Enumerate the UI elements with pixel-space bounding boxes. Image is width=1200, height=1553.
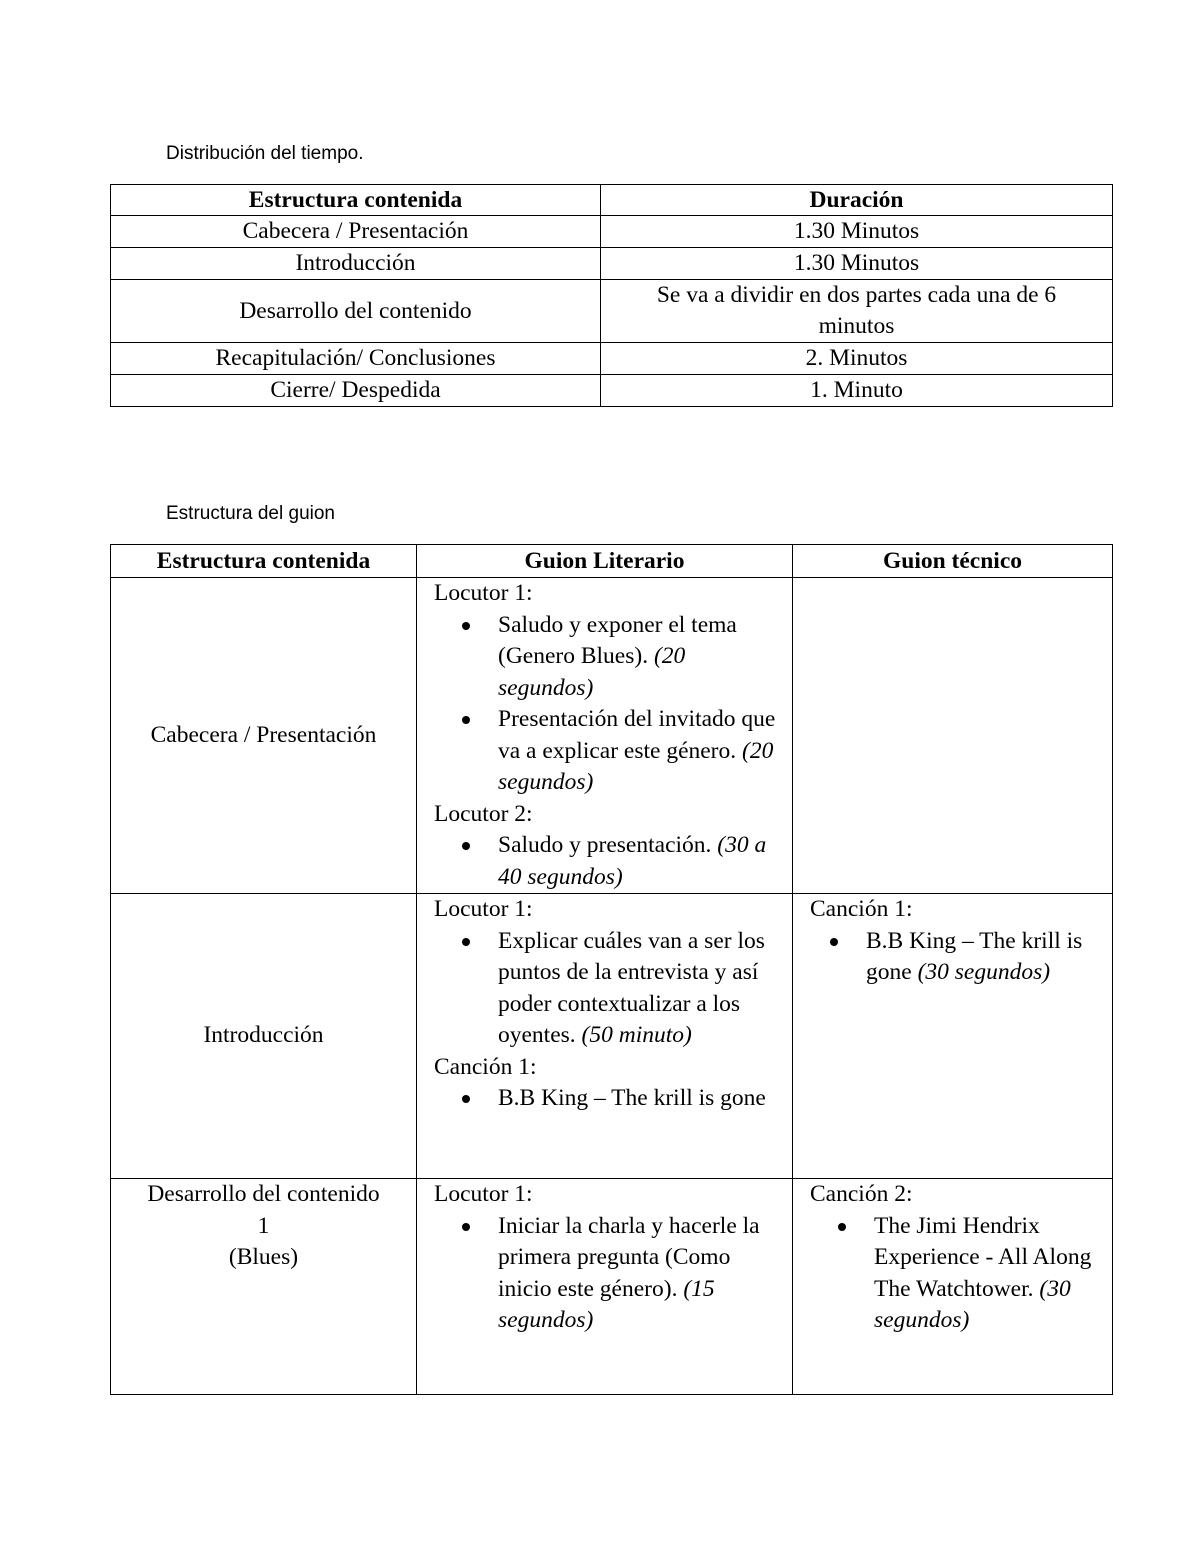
list-item xyxy=(874,1211,1102,1337)
speaker-label: Canción 2: xyxy=(810,1181,913,1207)
item-list xyxy=(810,1211,1102,1337)
table-cell: 1.30 Minutos xyxy=(601,216,1113,248)
table-row xyxy=(111,216,1113,248)
bullet-icon xyxy=(462,622,470,630)
column-header: Estructura contenida xyxy=(111,545,417,578)
table-header-row xyxy=(111,545,1113,578)
bullet-icon xyxy=(838,1223,846,1231)
table-header-row xyxy=(111,185,1113,216)
column-header: Guion Literario xyxy=(417,545,793,578)
list-item xyxy=(498,1211,782,1337)
item-text: Saludo y exponer el tema (Genero Blues). xyxy=(498,611,737,669)
table-row xyxy=(111,578,1113,894)
duration-note: (20 segundos) xyxy=(498,737,774,795)
section-line: Desarrollo del contenido xyxy=(147,1181,380,1207)
table-row xyxy=(111,894,1113,1179)
section-cell: Introducción xyxy=(111,894,417,1179)
table-row xyxy=(111,343,1113,375)
list-item xyxy=(498,1083,782,1115)
item-text: Presentación del invitado que va a explicar este género. xyxy=(498,706,776,764)
speaker-label: Locutor 2: xyxy=(434,800,533,827)
section-cell: Cabecera / Presentación xyxy=(111,578,417,894)
section-cell xyxy=(111,1179,417,1395)
table-cell: 2. Minutos xyxy=(601,343,1113,375)
table-cell: Cabecera / Presentación xyxy=(111,216,601,248)
bullet-icon xyxy=(830,938,838,946)
table-cell: Introducción xyxy=(111,248,601,280)
speaker-label: Locutor 1: xyxy=(434,580,533,606)
time-distribution-caption: Distribución del tiempo. xyxy=(166,143,364,164)
speaker-label: Canción 1: xyxy=(810,896,913,922)
technical-script-cell xyxy=(793,894,1113,1179)
table-cell: 1.30 Minutos xyxy=(601,248,1113,280)
duration-note: (15 segundos) xyxy=(498,1275,715,1333)
item-text: The Jimi Hendrix Experience - All Along The Watchtower. xyxy=(874,1212,1092,1302)
speaker-label: Locutor 1: xyxy=(434,896,533,922)
duration-note: (50 minuto) xyxy=(581,1022,692,1048)
literary-script-cell xyxy=(417,1179,793,1395)
item-list xyxy=(434,610,782,799)
table-cell: Recapitulación/ Conclusiones xyxy=(111,343,601,375)
bullet-icon xyxy=(462,716,470,724)
item-text: Explicar cuáles van a ser los puntos de la entrevista y así poder contextualizar a los oyentes. xyxy=(498,927,765,1048)
list-item xyxy=(866,926,1102,989)
duration-note: (30 segundos) xyxy=(917,959,1051,985)
item-list xyxy=(434,926,782,1052)
column-header: Estructura contenida xyxy=(111,185,601,216)
duration-note: (20 segundos) xyxy=(498,643,686,701)
bullet-icon xyxy=(462,938,470,946)
speaker-label: Canción 1: xyxy=(434,1053,537,1080)
item-list xyxy=(434,1211,782,1337)
table-row xyxy=(111,1179,1113,1395)
table-row xyxy=(111,248,1113,280)
list-item xyxy=(498,610,782,705)
literary-script-cell xyxy=(417,894,793,1179)
time-distribution-table xyxy=(110,184,1113,407)
literary-script-cell xyxy=(417,578,793,894)
table-cell: 1. Minuto xyxy=(601,375,1113,407)
bullet-icon xyxy=(462,842,470,850)
column-header: Duración xyxy=(601,185,1113,216)
table-row xyxy=(111,375,1113,407)
item-text: Iniciar la charla y hacerle la primera pregunta (Como inicio este género). xyxy=(498,1212,760,1302)
item-text: Saludo y presentación. xyxy=(498,832,718,858)
list-item xyxy=(498,704,782,799)
bullet-icon xyxy=(462,1223,470,1231)
technical-script-cell xyxy=(793,578,1113,894)
list-item xyxy=(498,830,782,893)
item-text: B.B King – The krill is gone xyxy=(866,927,1083,985)
technical-script-cell xyxy=(793,1179,1113,1395)
duration-note: (30 segundos) xyxy=(874,1275,1071,1333)
table-cell: Se va a dividir en dos partes cada una de 6 minutos xyxy=(601,280,1113,343)
column-header: Guion técnico xyxy=(793,545,1113,578)
item-list xyxy=(810,926,1102,989)
bullet-icon xyxy=(462,1095,470,1103)
section-line: (Blues) xyxy=(228,1244,299,1270)
script-structure-caption: Estructura del guion xyxy=(166,503,335,524)
table-cell: Cierre/ Despedida xyxy=(111,375,601,407)
speaker-label: Locutor 1: xyxy=(434,1181,533,1207)
list-item xyxy=(498,926,782,1052)
duration-note: (30 a 40 segundos) xyxy=(498,832,767,890)
item-text: B.B King – The krill is gone xyxy=(498,1085,766,1111)
section-line: 1 xyxy=(257,1212,270,1239)
script-structure-table xyxy=(110,544,1113,1395)
table-cell: Desarrollo del contenido xyxy=(111,280,601,343)
table-row xyxy=(111,280,1113,343)
item-list xyxy=(434,830,782,893)
item-list xyxy=(434,1083,782,1115)
